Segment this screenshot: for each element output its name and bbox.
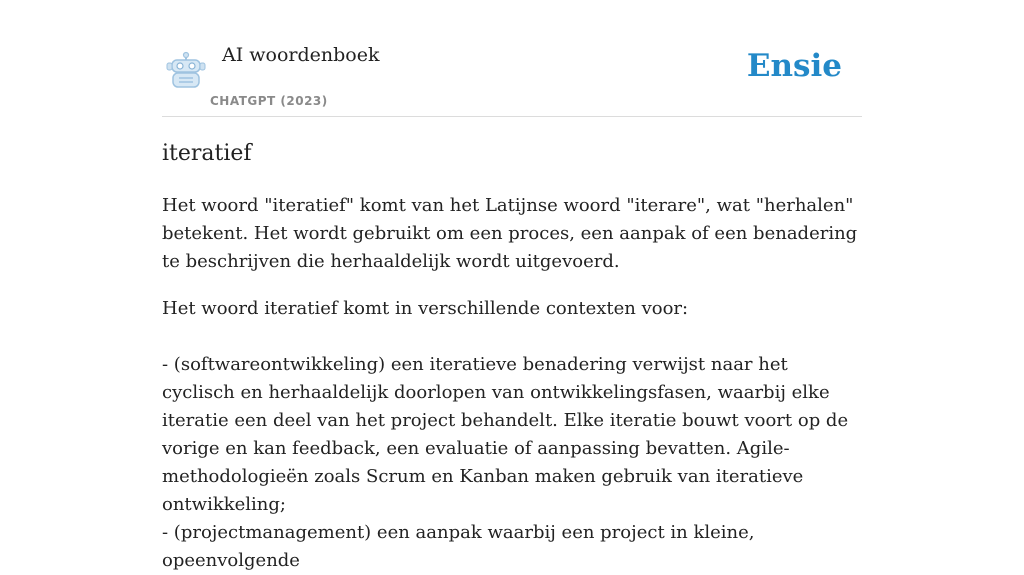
dictionary-title[interactable]: AI woordenboek <box>222 44 380 66</box>
dictionary-source: CHATGPT (2023) <box>210 94 328 108</box>
ensie-logo-link[interactable]: Ensie <box>746 48 842 84</box>
robot-icon <box>166 52 206 90</box>
definition-paragraph: Het woord "iteratief" komt van het Latijnse woord "iterare", wat "herhalen" betekent. Het wordt gebruikt om een proces, een aanpak of een benadering te beschrijven die herhaaldelijk wordt uitgevoerd. <box>162 195 858 272</box>
header <box>162 0 862 117</box>
contexts-intro: Het woord iteratief komt in verschillende contexten voor: <box>162 298 689 319</box>
entry-content <box>162 136 862 575</box>
list-item: - (softwareontwikkeling) een iteratieve benadering verwijst naar het cyclisch en herhaaldelijk doorlopen van ontwikkelingsfasen, waarbij elke iteratie een deel van het project behandelt. Elke iteratie bouwt voort op de vorige en kan feedback, een evaluatie of aanpassing bevatten. Agile-methodologieën zoals Scrum en Kanban maken gebruik van iteratieve ontwikkeling; <box>162 354 849 515</box>
list-item: - (projectmanagement) een aanpak waarbij een project in kleine, opeenvolgende <box>162 522 755 571</box>
entry-term: iteratief <box>162 141 252 166</box>
